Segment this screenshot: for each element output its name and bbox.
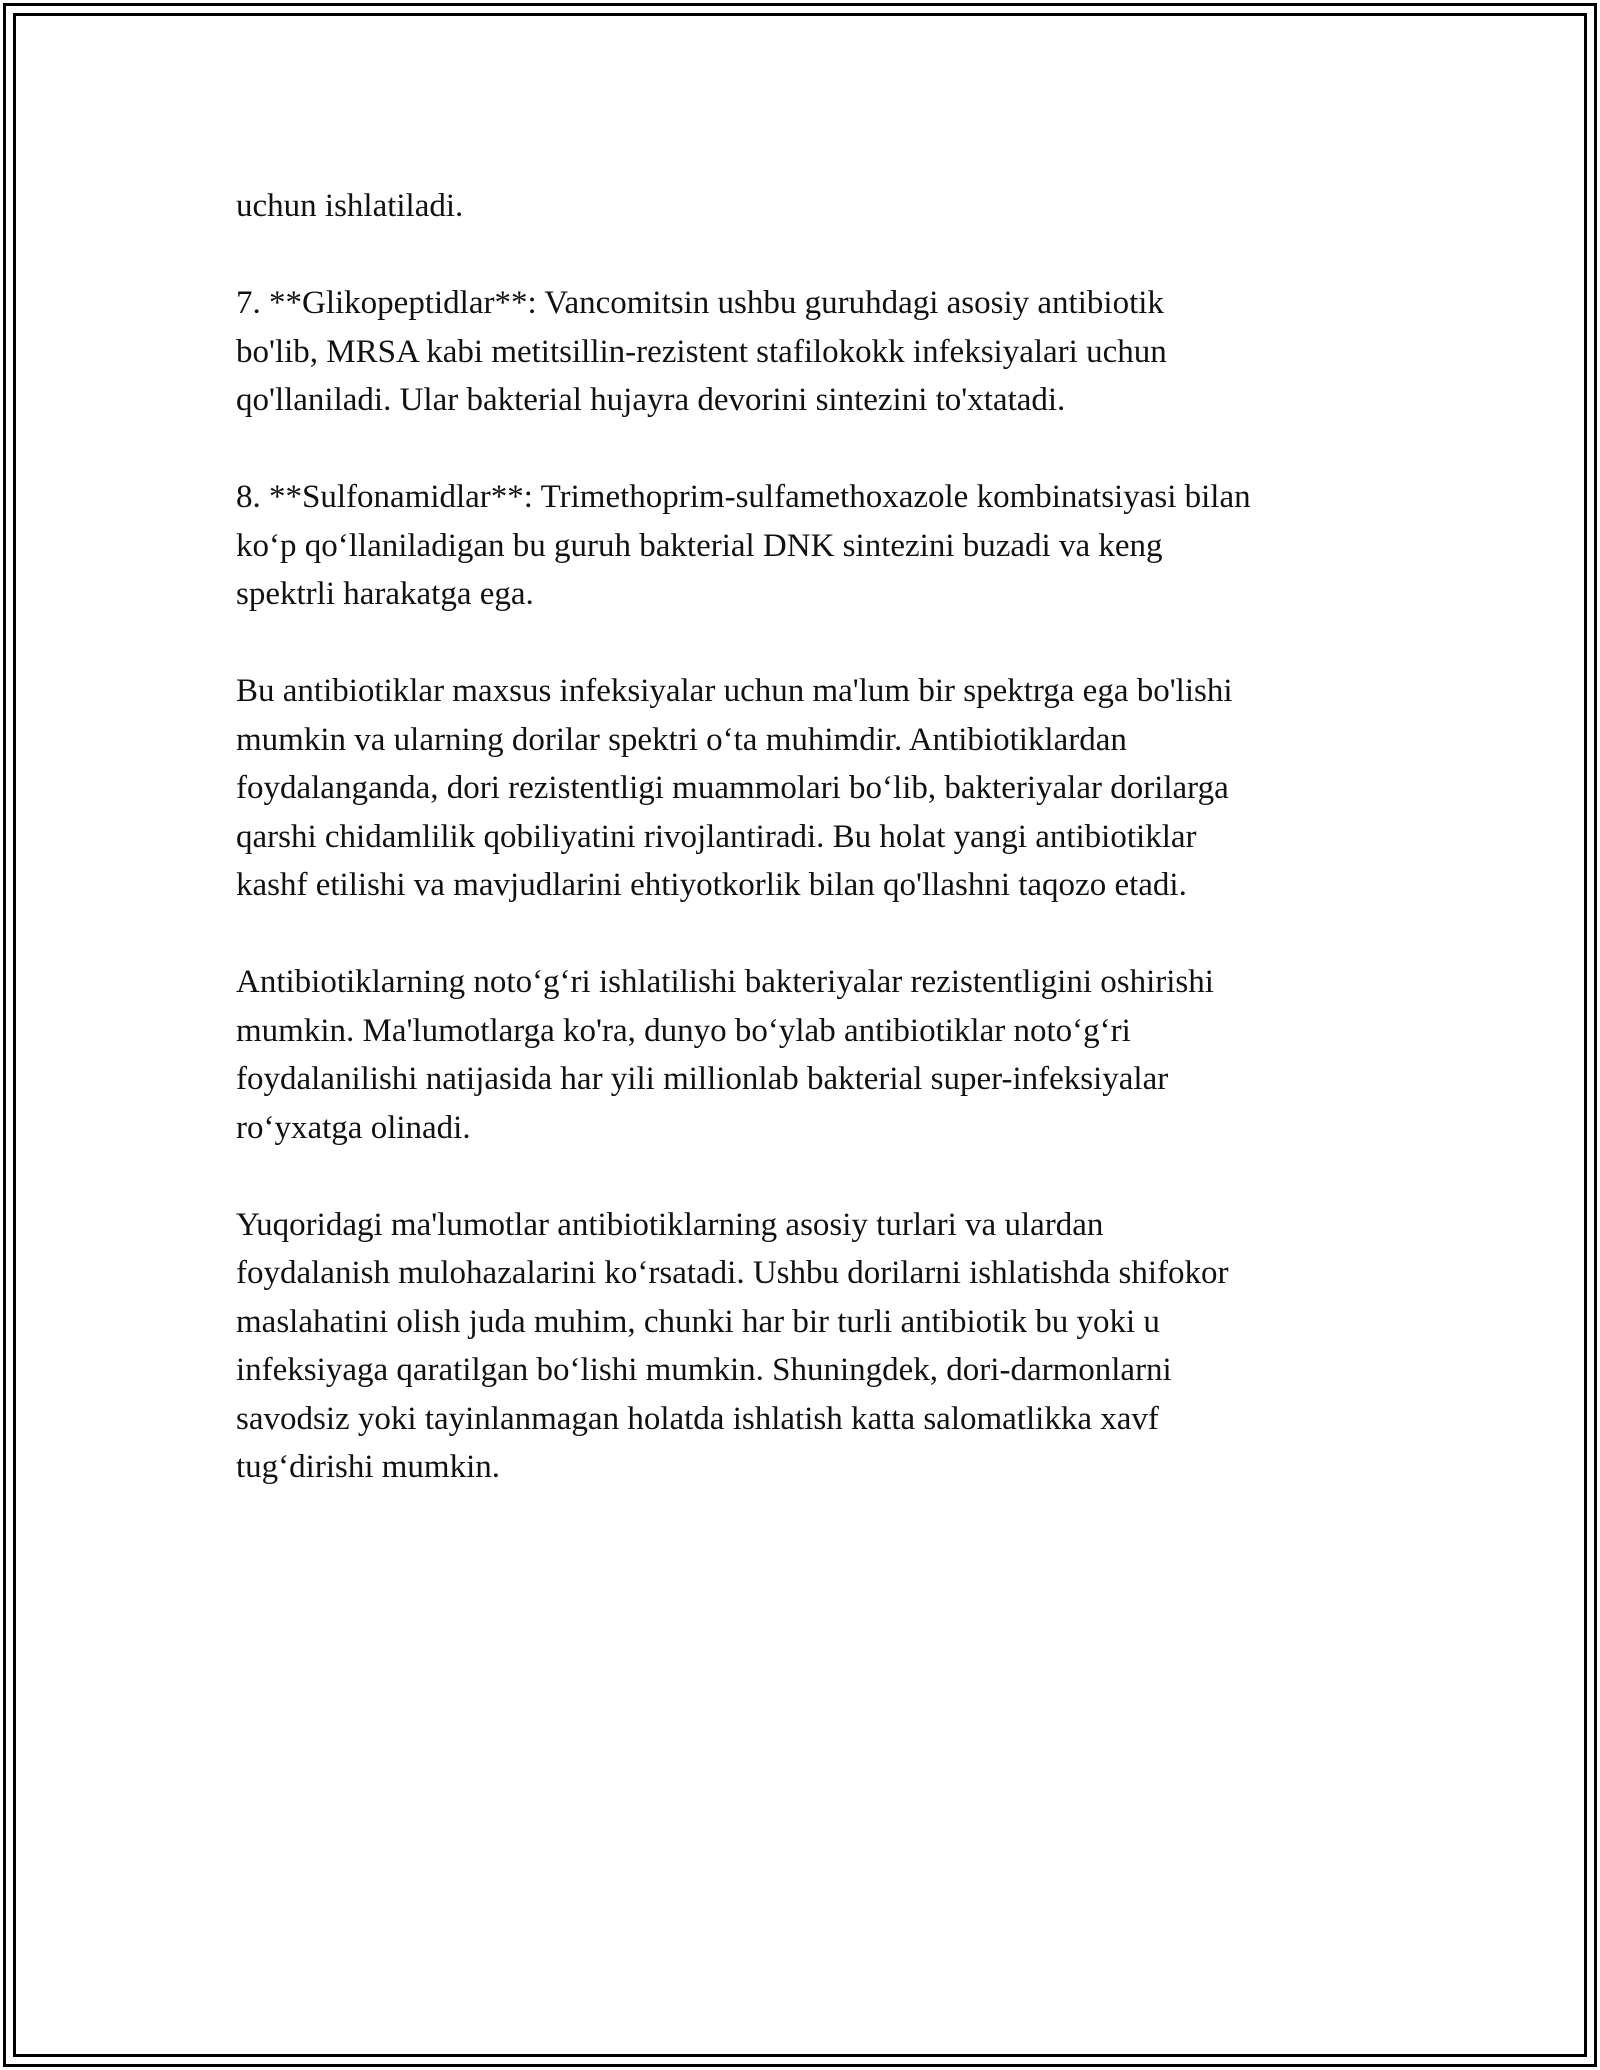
text-line: savodsiz yoki tayinlanmagan holatda ishlatish katta salomatlikka xavf <box>236 1400 1159 1437</box>
text-line: mumkin va ularning dorilar spektri o‘ta muhimdir. Antibiotiklardan <box>236 721 1127 758</box>
text-line: 7. **Glikopeptidlar**: Vancomitsin ushbu guruhdagi asosiy antibiotik <box>236 285 1164 321</box>
text-line: kashf etilishi va mavjudlarini ehtiyotkorlik bilan qo'llashni taqozo etadi. <box>236 867 1187 903</box>
document-body <box>236 182 1386 1540</box>
paragraph-continuation <box>236 182 1386 231</box>
paragraph-conclusion <box>236 1201 1386 1492</box>
text-line: qo'llaniladi. Ular bakterial hujayra devorini sintezini to'xtatadi. <box>236 382 1066 418</box>
text-line: foydalanganda, dori rezistentligi muammolari bo‘lib, bakteriyalar dorilarga <box>236 770 1229 806</box>
text-line: qarshi chidamlilik qobiliyatini rivojlantiradi. Bu holat yangi antibiotiklar <box>236 818 1197 855</box>
paragraph-glikopeptidlar <box>236 279 1386 425</box>
paragraph-sulfonamidlar <box>236 473 1386 619</box>
text-line: spektrli harakatga ega. <box>236 576 534 612</box>
text-line: foydalanilishi natijasida har yili millionlab bakterial super-infeksiyalar <box>236 1061 1169 1097</box>
text-line: 8. **Sulfonamidlar**: Trimethoprim-sulfamethoxazole kombinatsiyasi bilan <box>236 479 1251 515</box>
text-line: Bu antibiotiklar maxsus infeksiyalar uchun ma'lum bir spektrga ega bo'lishi <box>236 673 1233 709</box>
text-line: maslahatini olish juda muhim, chunki har bir turli antibiotik bu yoki u <box>236 1303 1160 1340</box>
text-line: ro‘yxatga olinadi. <box>236 1109 471 1146</box>
text-line: infeksiyaga qaratilgan bo‘lishi mumkin. Shuningdek, dori-darmonlarni <box>236 1352 1172 1388</box>
text-line: tug‘dirishi mumkin. <box>236 1449 500 1485</box>
text-line: Yuqoridagi ma'lumotlar antibiotiklarning asosiy turlari va ulardan <box>236 1206 1104 1243</box>
text-line: ko‘p qo‘llaniladigan bu guruh bakterial DNK sintezini buzadi va keng <box>236 527 1163 564</box>
paragraph-spectrum <box>236 667 1386 910</box>
text-line: uchun ishlatiladi. <box>236 188 464 224</box>
paragraph-misuse <box>236 958 1386 1152</box>
text-line: bo'lib, MRSA kabi metitsillin-rezistent stafilokokk infeksiyalari uchun <box>236 333 1167 370</box>
text-line: mumkin. Ma'lumotlarga ko'ra, dunyo bo‘ylab antibiotiklar noto‘g‘ri <box>236 1012 1131 1049</box>
text-line: foydalanish mulohazalarini ko‘rsatadi. Ushbu dorilarni ishlatishda shifokor <box>236 1255 1229 1291</box>
text-line: Antibiotiklarning noto‘g‘ri ishlatilishi bakteriyalar rezistentligini oshirishi <box>236 964 1214 1000</box>
